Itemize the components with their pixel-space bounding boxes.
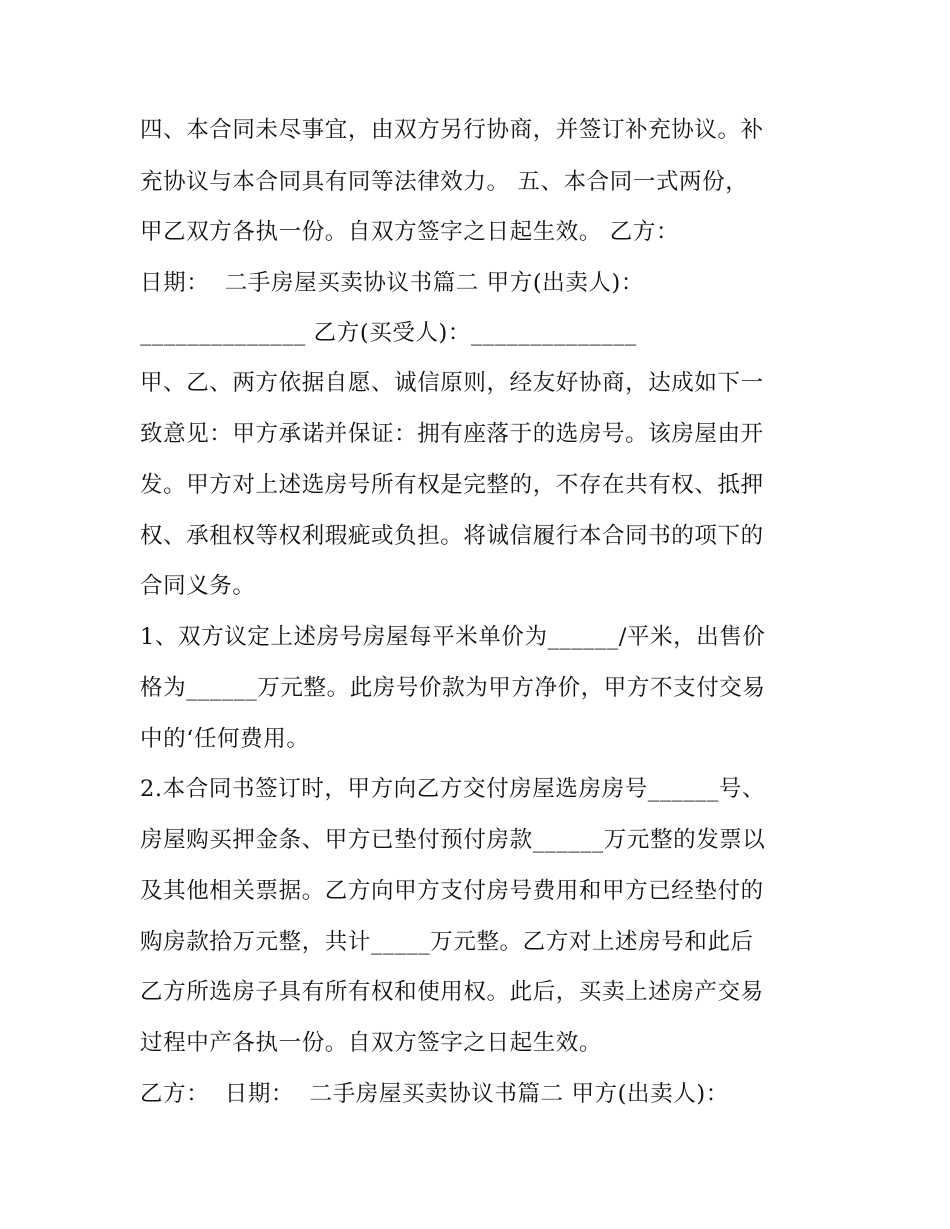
text-line: 购房款拾万元整，共计_____万元整。乙方对上述房号和此后 — [140, 929, 754, 955]
text-line: 2.本合同书签订时，甲方向乙方交付房屋选房房号______号、 — [140, 776, 766, 802]
text-line: 合同义务。 — [140, 573, 256, 599]
text-line: 及其他相关票据。乙方向甲方支付房号费用和甲方已经垫付的 — [140, 878, 764, 904]
text-line: 格为______万元整。此房号价款为甲方净价，甲方不支付交易 — [140, 675, 766, 701]
text-line: 充协议与本合同具有同等法律效力。 五、本合同一式两份， — [140, 169, 749, 195]
text-line: 日期： 二手房屋买卖协议书篇二 甲方(出卖人)： — [140, 270, 645, 296]
text-line: 甲、乙、两方依据自愿、诚信原则，经友好协商，达成如下一 — [140, 370, 764, 396]
text-line: 四、本合同未尽事宜，由双方另行协商，并签订补充协议。补 — [140, 117, 764, 143]
text-line: 房屋购买押金条、甲方已垫付预付房款______万元整的发票以 — [140, 827, 766, 853]
text-line: 致意见：甲方承诺并保证：拥有座落于的选房号。该房屋由开 — [140, 421, 764, 447]
text-line: 乙方： 日期： 二手房屋买卖协议书篇二 甲方(出卖人)： — [140, 1081, 729, 1107]
text-line: 发。甲方对上述选房号所有权是完整的，不存在共有权、抵押 — [140, 472, 764, 498]
text-line: 甲乙双方各执一份。自双方签字之日起生效。 乙方： — [140, 219, 680, 245]
text-line: 乙方所选房子具有所有权和使用权。此后，买卖上述房产交易 — [140, 979, 764, 1005]
text-line: 过程中产各执一份。自双方签字之日起生效。 — [140, 1030, 603, 1056]
text-line: 1、双方议定上述房号房屋每平米单价为______/平米，出售价 — [140, 624, 766, 650]
text-line: ______________ 乙方(买受人)：______________ — [140, 320, 637, 346]
text-line: 中的‘任何费用。 — [140, 726, 310, 752]
text-line: 权、承租权等权利瑕疵或负担。将诚信履行本合同书的项下的 — [140, 523, 764, 549]
